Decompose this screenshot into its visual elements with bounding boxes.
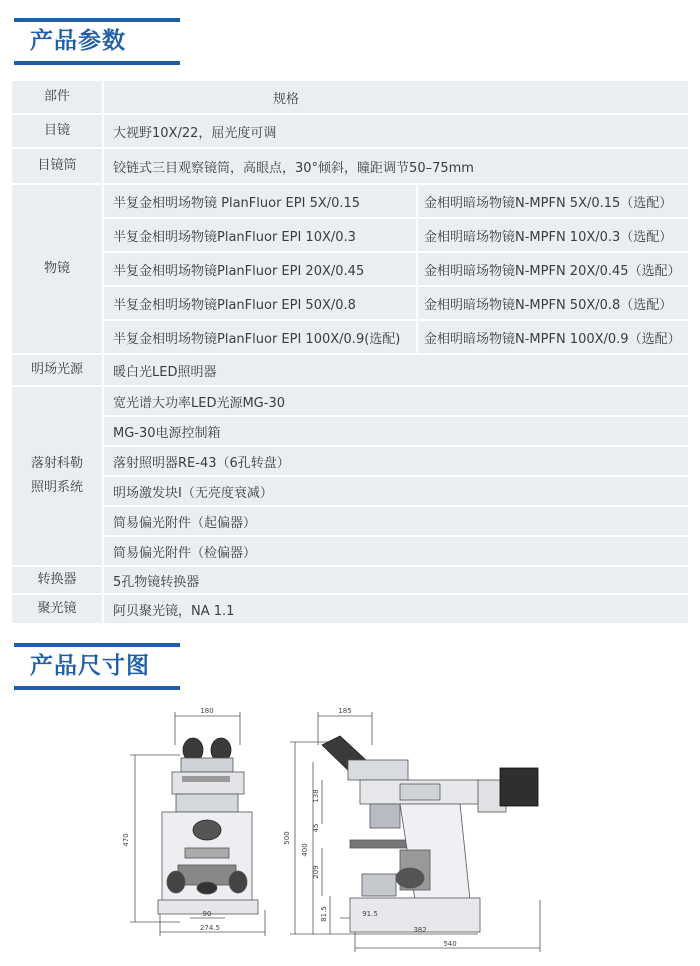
side-h-209: 209	[312, 865, 320, 879]
table-row-brightfield	[12, 355, 688, 385]
dimensions-title: 产品尺寸图	[30, 653, 150, 679]
header-spec: 规格	[104, 81, 688, 113]
title-bar-bottom	[14, 61, 180, 65]
nosepiece-name: 转换器	[12, 567, 102, 593]
tube-name: 目镜筒	[12, 149, 102, 183]
eyepiece-name: 目镜	[12, 115, 102, 147]
epi-name-line2: 照明系统	[30, 480, 83, 495]
side-h-81: 81.5	[320, 906, 328, 922]
side-h-45: 45	[312, 823, 320, 833]
brightfield-value: 暖白光LED照明器	[104, 355, 688, 385]
objective-left-2: 半复金相明场物镜PlanFluor EPI 10X/0.3	[104, 219, 416, 251]
front-height: 470	[122, 833, 130, 847]
objective-left-1: 半复金相明场物镜 PlanFluor EPI 5X/0.15	[104, 185, 416, 217]
side-d-382: 382	[413, 926, 427, 934]
title-bar-bottom	[14, 686, 180, 690]
epi-value-5: 简易偏光附件（起偏器）	[104, 507, 688, 535]
brightfield-name: 明场光源	[12, 355, 102, 385]
objective-name: 物镜	[12, 185, 102, 353]
epi-value-6: 简易偏光附件（检偏器）	[104, 537, 688, 565]
condenser-name: 聚光镜	[12, 595, 102, 623]
header-part: 部件	[12, 81, 102, 113]
condenser-value: 阿贝聚光镜，NA 1.1	[104, 595, 688, 623]
eyepiece-value: 大视野10X/22，屈光度可调	[104, 115, 688, 147]
table-header-row	[12, 81, 688, 113]
table-row-eyepiece	[12, 115, 688, 147]
tube-value: 铰链式三目观察镜筒，高眼点，30°倾斜，瞳距调节50–75mm	[104, 149, 688, 183]
front-view-microscope	[130, 712, 265, 936]
table-row-epi	[12, 387, 688, 565]
nosepiece-value: 5孔物镜转换器	[104, 567, 688, 593]
table-row-tube	[12, 149, 688, 183]
side-d-91: 91.5	[362, 910, 378, 918]
epi-value-2: MG-30电源控制箱	[104, 417, 688, 445]
table-row-condenser	[12, 595, 688, 623]
epi-value-1: 宽光谱大功率LED光源MG-30	[104, 387, 688, 415]
section-title-dimensions	[14, 643, 180, 690]
objective-right-2: 金相明暗场物镜N-MPFN 10X/0.3（选配）	[418, 219, 688, 251]
objective-right-4: 金相明暗场物镜N-MPFN 50X/0.8（选配）	[418, 287, 688, 319]
objective-left-4: 半复金相明场物镜PlanFluor EPI 50X/0.8	[104, 287, 416, 319]
epi-value-3: 落射照明器RE-43（6孔转盘）	[104, 447, 688, 475]
front-top-width: 180	[200, 707, 214, 715]
front-base: 274.5	[199, 924, 221, 932]
objective-right-3: 金相明暗场物镜N-MPFN 20X/0.45（选配）	[418, 253, 688, 285]
objective-left-5: 半复金相明场物镜PlanFluor EPI 100X/0.9(选配)	[104, 321, 416, 353]
side-d-540: 540	[443, 940, 457, 948]
front-inner: 90	[202, 910, 212, 918]
epi-value-4: 明场激发块I（无亮度衰减）	[104, 477, 688, 505]
objective-right-5: 金相明暗场物镜N-MPFN 100X/0.9（选配）	[418, 321, 688, 353]
params-title: 产品参数	[30, 28, 126, 54]
table-row-objective	[12, 185, 688, 353]
table-row-nosepiece	[12, 567, 688, 593]
objective-left-3: 半复金相明场物镜PlanFluor EPI 20X/0.45	[104, 253, 416, 285]
side-h-upper: 138	[312, 789, 320, 803]
side-h-mid: 400	[301, 843, 309, 857]
objective-right-1: 金相明暗场物镜N-MPFN 5X/0.15（选配）	[418, 185, 688, 217]
side-top: 185	[338, 707, 352, 715]
section-title-params	[14, 18, 180, 65]
side-total: 500	[283, 831, 291, 845]
epi-name-line1: 落射科勒	[30, 456, 83, 471]
epi-name	[12, 387, 102, 565]
dimension-drawing	[0, 700, 700, 966]
